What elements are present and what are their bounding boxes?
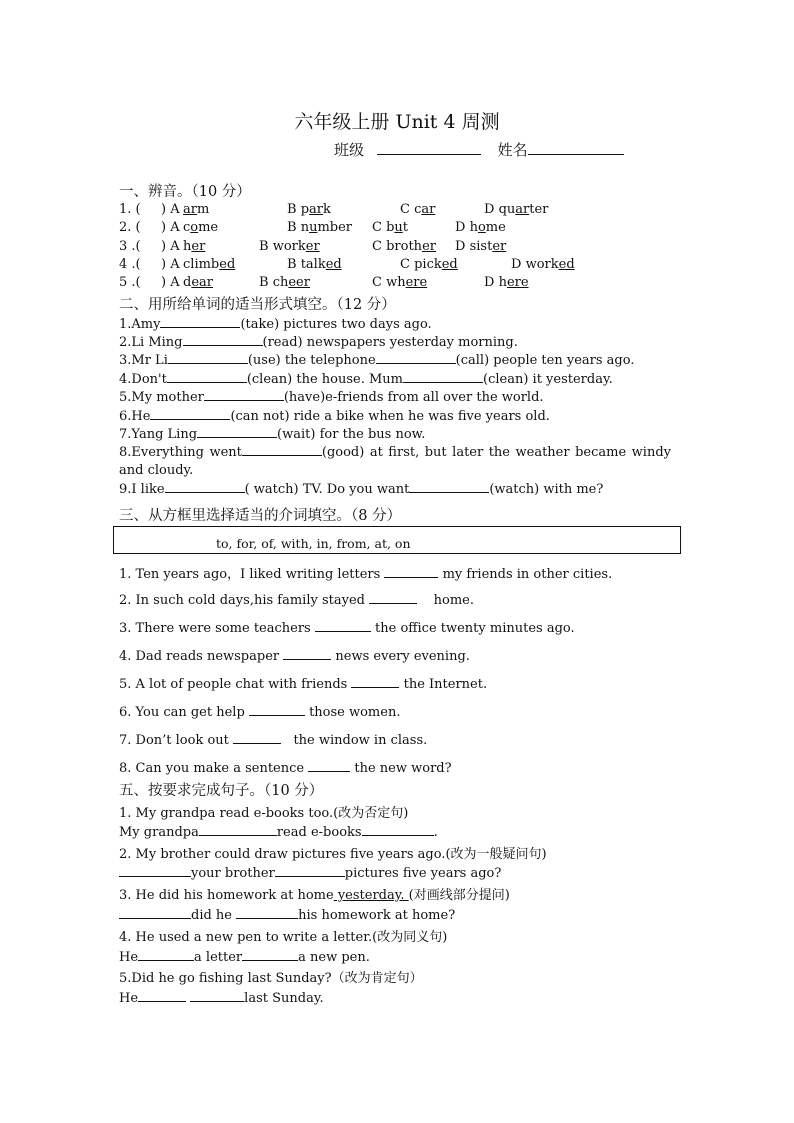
word-part: d <box>183 275 192 290</box>
word-part: me <box>485 220 506 235</box>
answer-blank[interactable] <box>199 823 277 836</box>
underlined-sound: ar <box>515 202 530 217</box>
s3-question-2 <box>119 591 474 608</box>
s5-a1-text: My grandpa <box>119 825 199 840</box>
s5-question-4: 4. He used a new pen to write a letter.(改为同义句) <box>119 930 448 945</box>
word-part: qu <box>498 202 516 217</box>
word-part: broth <box>386 239 423 254</box>
option-c-letter: C <box>400 202 410 217</box>
option-d-letter: D <box>484 275 495 290</box>
option-b-letter: B <box>287 220 297 235</box>
word-part: h <box>183 239 192 254</box>
student-info <box>334 139 624 160</box>
s2-question-9 <box>119 480 603 497</box>
option-d[interactable] <box>511 257 575 272</box>
option-d[interactable] <box>484 202 548 217</box>
option-b-letter: B <box>287 202 297 217</box>
answer-blank[interactable] <box>183 333 263 346</box>
underlined-sound: er <box>492 239 507 254</box>
s2-question-3 <box>119 351 634 368</box>
s3-q7-text: 7. Don’t look out <box>119 733 229 748</box>
s3-q8-text: 8. Can you make a sentence <box>119 761 305 776</box>
word-part: m <box>196 202 210 217</box>
option-b[interactable] <box>259 239 320 254</box>
section-1-heading: 一、辨音。（10 分） <box>119 184 251 200</box>
section-3-heading: 三、从方框里选择适当的介词填空。（8 分） <box>119 508 402 524</box>
s5-question-2: 2. My brother could draw pictures five years ago.(改为一般疑问句) <box>119 847 547 862</box>
underlined-sound: u <box>309 220 318 235</box>
name-blank[interactable] <box>528 139 624 155</box>
word-part: b <box>386 220 395 235</box>
option-d[interactable] <box>484 275 529 290</box>
s3-q1-text-end: my friends in other cities. <box>442 567 613 582</box>
s5-a4-text-mid: a letter <box>194 950 243 965</box>
s2-q3-text-mid: (use) the telephone <box>247 353 376 368</box>
s2-q7-text: 7.Yang Ling <box>119 427 198 442</box>
s2-question-1 <box>119 315 432 332</box>
option-a[interactable] <box>183 257 235 272</box>
s5-answer-1 <box>119 823 438 840</box>
word-part: h <box>498 275 507 290</box>
s5-q3-text: 3. He did his homework at home <box>119 888 334 903</box>
s5-answer-4 <box>119 948 370 965</box>
option-b[interactable] <box>287 202 331 217</box>
answer-blank[interactable] <box>119 864 191 877</box>
option-c-letter: C <box>372 275 382 290</box>
s3-q3-text: 3. There were some teachers <box>119 621 311 636</box>
option-a[interactable] <box>183 220 218 235</box>
answer-blank[interactable] <box>362 823 434 836</box>
s2-question-4 <box>119 370 613 387</box>
s2-question-5 <box>119 388 544 405</box>
answer-blank[interactable] <box>275 864 345 877</box>
s2-q2-text: 2.Li Ming <box>119 335 183 350</box>
s3-q8-text-end: the new word? <box>354 761 452 776</box>
s2-q8-text: 8.Everything went <box>119 445 242 460</box>
option-a-letter: ) A <box>161 275 180 290</box>
s3-question-3 <box>119 619 575 636</box>
answer-blank[interactable] <box>168 351 248 364</box>
answer-blank[interactable] <box>376 351 456 364</box>
s2-question-8 <box>119 443 671 480</box>
underlined-sound: o <box>477 220 486 235</box>
answer-blank[interactable] <box>283 647 331 660</box>
word-bank: to, for, of, with, in, from, at, on <box>216 536 411 551</box>
s5-a4-text: He <box>119 950 139 965</box>
answer-blank[interactable] <box>351 675 399 688</box>
underlined-sound: ed <box>219 257 236 272</box>
answer-blank[interactable] <box>167 370 247 383</box>
word-part: c <box>414 202 422 217</box>
answer-blank[interactable] <box>409 480 489 493</box>
option-b-letter: B <box>287 257 297 272</box>
s5-a5-text-end: last Sunday. <box>244 991 324 1006</box>
underlined-sound: ere <box>506 275 529 290</box>
answer-blank[interactable] <box>138 989 186 1002</box>
s5-q3-text-end: (对画线部分提问) <box>408 888 510 903</box>
answer-blank[interactable] <box>369 591 417 604</box>
s5-a2-text-mid: your brother <box>191 866 275 881</box>
s5-a1-text-end: . <box>433 825 438 840</box>
question-number: 2. ( <box>119 220 141 235</box>
word-part: p <box>300 202 310 217</box>
s2-question-2 <box>119 333 518 350</box>
option-b[interactable] <box>287 257 342 272</box>
s5-answer-5 <box>119 989 324 1006</box>
s5-a1-text-mid: read e-books <box>276 825 362 840</box>
word-part: ch <box>272 275 289 290</box>
question-number: 5 .( <box>119 275 141 290</box>
s5-question-1: 1. My grandpa read e-books too.(改为否定句) <box>119 806 409 821</box>
underlined-sound: ed <box>325 257 342 272</box>
s3-q3-text-end: the office twenty minutes ago. <box>375 621 575 636</box>
s3-question-4 <box>119 647 470 664</box>
underlined-sound: u <box>394 220 403 235</box>
option-c-letter: C <box>372 220 382 235</box>
s2-question-7 <box>119 425 425 442</box>
option-c[interactable] <box>372 220 408 235</box>
s3-q5-text: 5. A lot of people chat with friends <box>119 677 348 692</box>
word-part: me <box>198 220 219 235</box>
word-part: work <box>525 257 559 272</box>
name-label: 姓名 <box>497 141 528 159</box>
option-c[interactable] <box>400 257 458 272</box>
s2-q5-text: 5.My mother <box>119 390 204 405</box>
s3-q4-text-end: news every evening. <box>335 649 470 664</box>
answer-blank[interactable] <box>308 759 350 772</box>
answer-blank[interactable] <box>150 407 230 420</box>
s2-q4-text: 4.Don't <box>119 372 167 387</box>
s2-q3-text-end: (call) people ten years ago. <box>455 353 635 368</box>
s3-q6-text: 6. You can get help <box>119 705 245 720</box>
s2-q1-text-end: (take) pictures two days ago. <box>240 317 432 332</box>
s2-q9-text-mid: ( watch) TV. Do you want <box>244 482 410 497</box>
word-part: work <box>272 239 306 254</box>
s3-q1-text: 1. Ten years ago，I liked writing letters <box>119 567 381 582</box>
underlined-sound: ar <box>183 202 197 217</box>
underlined-sound: eer <box>288 275 310 290</box>
option-a-letter: ) A <box>161 257 180 272</box>
option-b[interactable] <box>287 220 352 235</box>
option-b-letter: B <box>259 275 269 290</box>
option-d-letter: D <box>455 239 466 254</box>
option-a-letter: ) A <box>161 239 180 254</box>
s2-q1-text: 1.Amy <box>119 317 161 332</box>
section-5-heading: 五、按要求完成句子。（10 分） <box>119 783 324 799</box>
answer-blank[interactable] <box>160 315 240 328</box>
word-part: mber <box>317 220 353 235</box>
word-part: ter <box>529 202 549 217</box>
answer-blank[interactable] <box>242 948 298 961</box>
underlined-sound: ere <box>405 275 428 290</box>
option-b[interactable] <box>259 275 310 290</box>
option-c[interactable] <box>372 239 436 254</box>
underlined-sound: er <box>191 239 206 254</box>
s2-q9-text-end: (watch) with me? <box>489 482 604 497</box>
option-b-letter: B <box>259 239 269 254</box>
class-blank[interactable] <box>377 139 481 155</box>
s2-q6-text-end: (can not) ride a bike when he was five years old. <box>230 409 550 424</box>
s2-q9-text: 9.I like <box>119 482 165 497</box>
s5-a4-text-end: a new pen. <box>298 950 370 965</box>
s2-q5-text-end: (have)e-friends from all over the world. <box>283 390 544 405</box>
underlined-sound: ed <box>441 257 458 272</box>
word-part: talk <box>300 257 326 272</box>
s5-a2-text-end: pictures five years ago? <box>344 866 502 881</box>
option-a-letter: ) A <box>161 202 180 217</box>
underlined-sound: ar <box>309 202 323 217</box>
underlined-sound: o <box>190 220 199 235</box>
s2-q7-text-end: (wait) for the bus now. <box>277 427 426 442</box>
word-part: c <box>183 220 191 235</box>
s5-answer-2 <box>119 864 501 881</box>
section-2-heading: 二、用所给单词的适当形式填空。（12 分） <box>119 297 396 313</box>
s3-q5-text-end: the Internet. <box>403 677 488 692</box>
question-number: 4 .( <box>119 257 141 272</box>
word-part: n <box>300 220 310 235</box>
answer-blank[interactable] <box>165 480 245 493</box>
answer-blank[interactable] <box>315 619 371 632</box>
s3-q4-text: 4. Dad reads newspaper <box>119 649 280 664</box>
s5-a3-text-mid: did he <box>191 908 232 923</box>
option-d-letter: D <box>484 202 495 217</box>
answer-blank[interactable] <box>249 703 305 716</box>
answer-blank[interactable] <box>204 388 284 401</box>
answer-blank[interactable] <box>197 425 277 438</box>
answer-blank[interactable] <box>138 948 194 961</box>
underlined-sound: er <box>422 239 436 254</box>
answer-blank[interactable] <box>119 906 191 919</box>
s2-q6-text: 6.He <box>119 409 151 424</box>
s3-question-5 <box>119 675 487 692</box>
word-part: climb <box>183 257 220 272</box>
s3-question-8 <box>119 759 452 776</box>
underlined-sound: ear <box>191 275 213 290</box>
word-part: sist <box>469 239 493 254</box>
word-part: k <box>323 202 331 217</box>
answer-blank[interactable] <box>384 565 438 578</box>
option-d[interactable] <box>455 220 506 235</box>
s5-a5-text: He <box>119 991 139 1006</box>
underlined-sound: er <box>305 239 320 254</box>
answer-blank[interactable] <box>233 731 281 744</box>
page-title: 六年级上册 Unit 4 周测 <box>294 111 500 133</box>
option-d-letter: D <box>455 220 466 235</box>
s3-question-7 <box>119 731 427 748</box>
s3-q7-text-end: the window in class. <box>293 733 428 748</box>
question-number: 3 .( <box>119 239 141 254</box>
option-c[interactable] <box>372 275 427 290</box>
s2-q8-text-end: (good) at first, but later the weather became windy and cloudy. <box>119 445 671 478</box>
word-part: pick <box>414 257 442 272</box>
answer-blank[interactable] <box>236 906 298 919</box>
s2-q4-text-mid: (clean) the house. Mum <box>246 372 403 387</box>
option-d[interactable] <box>455 239 506 254</box>
underlined-sound: ar <box>421 202 436 217</box>
option-c-letter: C <box>372 239 382 254</box>
answer-blank[interactable] <box>190 989 244 1002</box>
s5-question-5: 5.Did he go fishing last Sunday?（改为肯定句） <box>119 971 423 986</box>
option-d-letter: D <box>511 257 522 272</box>
word-part: t <box>402 220 409 235</box>
question-number: 1. ( <box>119 202 141 217</box>
s5-question-3 <box>119 884 510 903</box>
underlined-sound: ed <box>558 257 575 272</box>
s3-question-6 <box>119 703 400 720</box>
option-c[interactable] <box>400 202 435 217</box>
s5-q3-underlined: yesterday. <box>333 888 409 903</box>
word-part: h <box>469 220 478 235</box>
word-part: wh <box>386 275 406 290</box>
word-bank-box <box>113 526 681 554</box>
option-a[interactable] <box>183 275 213 290</box>
option-a-letter: ) A <box>161 220 180 235</box>
class-label: 班级 <box>334 141 365 159</box>
option-c-letter: C <box>400 257 410 272</box>
s3-q2-text: 2. In such cold days,his family stayed <box>119 593 365 608</box>
s2-q2-text-end: (read) newspapers yesterday morning. <box>262 335 518 350</box>
s5-a3-text-end: his homework at home? <box>298 908 456 923</box>
answer-blank[interactable] <box>403 370 483 383</box>
s5-answer-3 <box>119 906 455 923</box>
s2-q4-text-end: (clean) it yesterday. <box>483 372 613 387</box>
s3-q2-text-end: home. <box>433 593 474 608</box>
answer-blank[interactable] <box>242 443 322 456</box>
option-a[interactable] <box>183 202 209 217</box>
option-a[interactable] <box>183 239 205 254</box>
s3-q6-text-end: those women. <box>309 705 401 720</box>
s3-question-1 <box>119 563 612 582</box>
s2-q3-text: 3.Mr Li <box>119 353 168 368</box>
s2-question-6 <box>119 407 550 424</box>
